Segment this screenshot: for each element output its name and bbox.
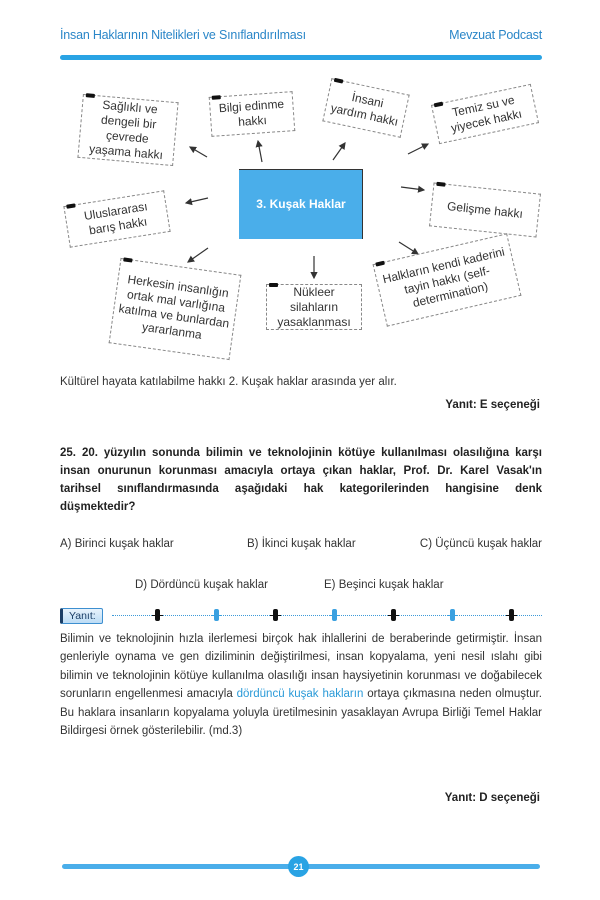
answer-strip (60, 608, 542, 624)
options-row-2 (60, 579, 542, 595)
marker-icon (214, 609, 219, 621)
node-peace: Uluslararası barış hakkı (63, 190, 170, 247)
node-water-food: Temiz su ve yiyecek hakkı (431, 84, 539, 144)
answer-label: Yanıt: (60, 608, 103, 624)
node-nuclear-ban: Nükleer silahların yasaklanması (266, 284, 362, 330)
marker-icon (273, 609, 278, 621)
center-node: 3. Kuşak Haklar (239, 169, 363, 239)
node-common-heritage: Herkesin insanlığın ortak mal varlığına katılma ve bunlardan yararlanma (109, 258, 242, 360)
highlighted-term: dördüncü kuşak hakların (236, 688, 364, 701)
node-self-determination: Halkların kendi kaderini tayin hakkı (self-determination) (373, 233, 522, 326)
option-d: D) Dördüncü kuşak haklar (135, 579, 268, 591)
option-c: C) Üçüncü kuşak haklar (419, 538, 542, 550)
question-25: 25. 20. yüzyılın sonunda bilimin ve teknolojinin kötüye kullanılması olasılığına karşı insan onurunun korunması amacıyla ortaya çıkan haklar, Prof. Dr. Karel Vasak'ın tarihsel sınıflandırmasında aşağıdaki hak kategorilerinden hangisine denk düşmektedir? (60, 447, 542, 513)
marker-icon (509, 609, 514, 621)
header-divider (60, 55, 542, 60)
chapter-title: İnsan Haklarının Nitelikleri ve Sınıflandırılması (60, 28, 306, 42)
answer-explanation: Bilimin ve teknolojinin hızla ilerlemesi birçok hak ihlallerini de beraberinde getirmiştir. İnsan genleriyle oynama ve gen diziliminin değiştirilmesi, insan kopyalama, yeni nesil ıslahı gibi bilimin ve teknolojinin kötüye kullanılma olasılığı insan haysiyetinin korunması ve doğabilecek sorunların engellenmesi amacıyla dördüncü kuşak hakların ortaya çıkmasına neden olmuştur. Bu haklara insanların kopyalama yoluyla üretilmesinin yasaklayan Avrupa Birliği Temel Haklar Bildirgesi örnek gösterilebilir. (md.3) (60, 633, 542, 738)
node-healthy-environment: Sağlıklı ve dengeli bir çevrede yaşama hakkı (77, 94, 178, 166)
option-b: B) İkinci kuşak haklar (247, 538, 356, 550)
marker-icon (450, 609, 455, 621)
node-information: Bilgi edinme hakkı (209, 91, 296, 137)
node-humanitarian-aid: İnsani yardım hakkı (322, 78, 409, 138)
previous-question-note: Kültürel hayata katılabilme hakkı 2. Kuşak haklar arasında yer alır. (60, 376, 397, 388)
page-header (60, 28, 542, 48)
previous-answer: Yanıt: E seçeneği (445, 399, 540, 411)
option-e: E) Beşinci kuşak haklar (324, 579, 444, 591)
marker-icon (332, 609, 337, 621)
options-row-1 (60, 538, 542, 554)
question-answer: Yanıt: D seçeneği (444, 792, 540, 804)
third-generation-rights-diagram (0, 70, 600, 370)
page-number: 21 (288, 856, 309, 877)
option-a: A) Birinci kuşak haklar (60, 538, 174, 550)
dotted-line (112, 615, 542, 616)
marker-icon (155, 609, 160, 621)
marker-icon (391, 609, 396, 621)
node-development: Gelişme hakkı (429, 182, 541, 237)
brand-name: Mevzuat Podcast (449, 28, 542, 42)
